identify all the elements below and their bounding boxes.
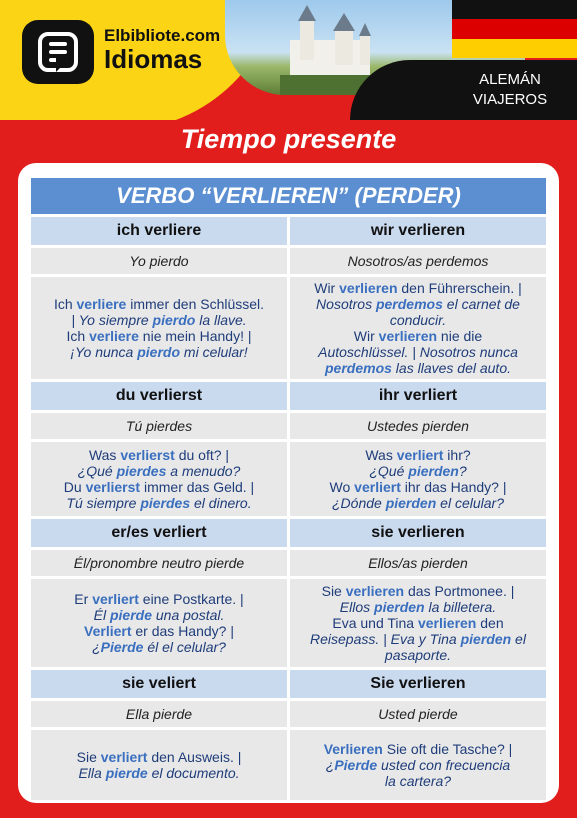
example-line — [314, 280, 522, 296]
example-text: Sie oft die Tasche? | — [382, 741, 513, 757]
verb-highlight: verliere — [76, 296, 127, 312]
verb-highlight: pierdo — [152, 312, 196, 328]
pronoun-cell: sie verlieren — [290, 519, 546, 547]
example-text: Er — [74, 591, 93, 607]
example-text: una postal. — [151, 607, 225, 623]
example-text: Was — [365, 447, 397, 463]
example-text: Du — [63, 479, 86, 495]
example-text: ¿ — [325, 757, 335, 773]
verb-highlight: pierden — [374, 599, 425, 615]
example-text: Reisepass. | Eva y Tina — [310, 631, 461, 647]
translation-row — [31, 550, 546, 576]
verb-highlight: pierden — [460, 631, 512, 647]
example-text: ¡Yo nunca — [70, 344, 138, 360]
verb-title: VERBO “VERLIEREN” (PERDER) — [31, 178, 546, 214]
pronoun-cell: ich verliere — [31, 217, 287, 245]
translation-cell: Nosotros/as perdemos — [290, 248, 546, 274]
example-text: das Portmonee. | — [404, 583, 515, 599]
pronoun-row — [31, 670, 546, 698]
example-text: ¿Qué — [369, 463, 409, 479]
pronoun-cell: wir verlieren — [290, 217, 546, 245]
example-row — [31, 579, 546, 667]
verb-highlight: verlieren — [339, 280, 398, 296]
example-text: du oft? | — [174, 447, 230, 463]
example-line — [314, 360, 522, 376]
example-cell — [290, 730, 546, 800]
verb-highlight: Verlieren — [323, 741, 383, 757]
example-text: Autoschlüssel. | Nosotros nunca — [318, 344, 518, 360]
example-text: | Yo siempre — [71, 312, 153, 328]
verb-highlight: verlierst — [85, 479, 141, 495]
translation-cell: Yo pierdo — [31, 248, 287, 274]
verb-highlight: pierdo — [137, 344, 181, 360]
example-text: Ich — [66, 328, 90, 344]
example-text: las llaves del auto. — [391, 360, 511, 376]
verb-highlight: pierde — [105, 765, 148, 781]
example-text: Nosotros — [316, 296, 376, 312]
conjugation-table — [31, 217, 546, 803]
pronoun-cell: ihr verliert — [290, 382, 546, 410]
example-line — [64, 447, 254, 463]
example-line — [77, 765, 242, 781]
example-line — [74, 607, 243, 623]
example-text: mi celular! — [180, 344, 248, 360]
verb-highlight: pierdes — [140, 495, 191, 511]
example-line — [310, 583, 526, 599]
example-line — [314, 296, 522, 312]
example-text: nie die — [437, 328, 483, 344]
example-text: pasaporte. — [384, 647, 452, 663]
example-text: la billetera. — [424, 599, 497, 615]
verb-highlight: verlieren — [417, 615, 477, 631]
example-line — [310, 615, 526, 631]
example-text: Tú siempre — [66, 495, 141, 511]
example-text: nie mein Handy! | — [138, 328, 252, 344]
example-text: ¿ — [92, 639, 101, 655]
translation-row — [31, 248, 546, 274]
example-text: er das Handy? | — [131, 623, 234, 639]
verb-highlight: Pierde — [100, 639, 144, 655]
example-line — [324, 757, 513, 773]
example-text: immer den Schlüssel. — [126, 296, 265, 312]
example-cell — [290, 579, 546, 667]
translation-cell: Él/pronombre neutro pierde — [31, 550, 287, 576]
example-text: a menudo? — [166, 463, 241, 479]
example-text: Eva und Tina — [332, 615, 418, 631]
example-text: Wir — [314, 280, 340, 296]
verb-highlight: verlierst — [120, 447, 175, 463]
verb-highlight: pierden — [385, 495, 437, 511]
example-text: él el celular? — [143, 639, 226, 655]
example-text: ? — [458, 463, 467, 479]
verb-highlight: perdemos — [325, 360, 392, 376]
example-text: el carnet de — [442, 296, 520, 312]
example-text: ihr das Handy? | — [400, 479, 507, 495]
pronoun-row — [31, 519, 546, 547]
verb-highlight: verliere — [89, 328, 139, 344]
verb-highlight: perdemos — [375, 296, 443, 312]
example-line — [324, 773, 513, 789]
verb-highlight: pierdes — [116, 463, 167, 479]
example-text: el dinero. — [190, 495, 252, 511]
example-line — [64, 463, 254, 479]
example-text: Sie — [76, 749, 101, 765]
example-text: Wo — [329, 479, 355, 495]
verb-highlight: verlieren — [345, 583, 405, 599]
verb-highlight: Pierde — [334, 757, 378, 773]
example-text: immer das Geld. | — [140, 479, 255, 495]
example-text: la llave. — [195, 312, 247, 328]
verb-highlight: verliert — [92, 591, 139, 607]
example-text: ¿Qué — [77, 463, 117, 479]
example-line — [330, 447, 507, 463]
brand-name: Idiomas — [104, 44, 203, 74]
example-cell — [290, 442, 546, 516]
example-text: conducir. — [389, 312, 447, 328]
verb-highlight: verliert — [396, 447, 444, 463]
example-line — [54, 296, 264, 312]
translation-cell: Ustedes pierden — [290, 413, 546, 439]
header — [0, 0, 577, 120]
example-text: ihr? — [443, 447, 471, 463]
example-cell — [31, 579, 287, 667]
example-row — [31, 277, 546, 379]
verb-highlight: Verliert — [84, 623, 132, 639]
translation-row — [31, 701, 546, 727]
example-line — [74, 639, 243, 655]
example-text: el documento. — [147, 765, 240, 781]
example-line — [330, 463, 507, 479]
example-text: Ella — [78, 765, 106, 781]
pronoun-cell: er/es verliert — [31, 519, 287, 547]
brand-site: Elbibliote.com — [104, 26, 221, 45]
example-line — [74, 591, 243, 607]
verb-highlight: verliert — [100, 749, 148, 765]
example-text: Ellos — [339, 599, 375, 615]
translation-cell: Tú pierdes — [31, 413, 287, 439]
example-text: usted con frecuencia — [377, 757, 511, 773]
verb-highlight: pierden — [408, 463, 459, 479]
page-title: Tiempo presente — [180, 124, 397, 154]
example-line — [54, 328, 264, 344]
example-line — [74, 623, 243, 639]
audience-label: VIAJEROS — [472, 91, 548, 108]
pronoun-row — [31, 382, 546, 410]
example-cell — [31, 730, 287, 800]
example-line — [310, 647, 526, 663]
example-line — [54, 344, 264, 360]
pronoun-cell: Sie verlieren — [290, 670, 546, 698]
translation-cell: Usted pierde — [290, 701, 546, 727]
example-text: den Führerschein. | — [397, 280, 522, 296]
logo-icon — [22, 20, 94, 84]
example-text: Sie — [321, 583, 346, 599]
example-text: Él — [93, 607, 110, 623]
example-text: eine Postkarte. | — [138, 591, 244, 607]
translation-row — [31, 413, 546, 439]
germany-flag-icon — [452, 0, 577, 58]
example-line — [54, 312, 264, 328]
example-line — [310, 631, 526, 647]
example-line — [77, 749, 242, 765]
example-text: den Ausweis. | — [147, 749, 242, 765]
example-text: la cartera? — [384, 773, 452, 789]
example-text: Ich — [53, 296, 77, 312]
example-cell — [290, 277, 546, 379]
example-text: el celular? — [436, 495, 504, 511]
example-cell — [31, 442, 287, 516]
verb-highlight: verliert — [354, 479, 401, 495]
example-line — [64, 479, 254, 495]
example-row — [31, 442, 546, 516]
example-text: ¿Dónde — [332, 495, 386, 511]
example-cell — [31, 277, 287, 379]
example-text: Was — [88, 447, 121, 463]
verb-highlight: verlieren — [378, 328, 438, 344]
language-label: ALEMÁN — [479, 71, 541, 88]
level-text — [455, 70, 565, 110]
example-line — [64, 495, 254, 511]
pronoun-row — [31, 217, 546, 245]
example-line — [314, 328, 522, 344]
example-line — [324, 741, 513, 757]
verb-highlight: pierde — [109, 607, 152, 623]
pronoun-cell: du verlierst — [31, 382, 287, 410]
example-line — [314, 312, 522, 328]
pronoun-cell: sie veliert — [31, 670, 287, 698]
translation-cell: Ellos/as pierden — [290, 550, 546, 576]
translation-cell: Ella pierde — [31, 701, 287, 727]
example-line — [330, 495, 507, 511]
example-line — [314, 344, 522, 360]
example-text: den — [476, 615, 504, 631]
example-line — [310, 599, 526, 615]
example-text: Wir — [353, 328, 379, 344]
example-line — [330, 479, 507, 495]
example-row — [31, 730, 546, 800]
example-text: el — [511, 631, 526, 647]
